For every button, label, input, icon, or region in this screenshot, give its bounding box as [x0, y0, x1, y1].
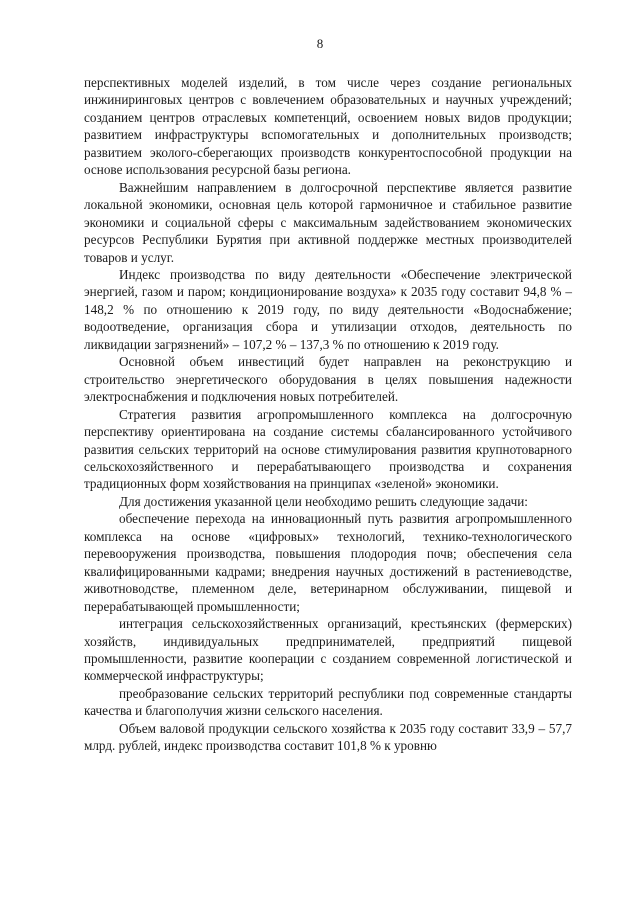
paragraph-2: Важнейшим направлением в долгосрочной перспективе является развитие локальной экономики, основная цель которой гармоничное и стабильное развитие экономики и социальной сферы с максимальным задействованием экономических ресурсов Республики Бурятия при активной поддержке местных производителей товаров и услуг.: [84, 179, 572, 265]
paragraph-3: Индекс производства по виду деятельности «Обеспечение электрической энергией, газом и паром; кондиционирование воздуха» к 2035 году составит 94,8 % – 148,2 % по отношению к 2019 году, по виду деятельности «Водоснабжение; водоотведение, организация сбора и утилизации отходов, деятельность по ликвидации загрязнений» – 107,2 % – 137,3 % по отношению к 2019 году.: [84, 266, 572, 352]
list-item-2: интеграция сельскохозяйственных организаций, крестьянских (фермерских) хозяйств, индивидуальных предпринимателей, предприятий пищевой промышленности, развитие кооперации с созданием современной логистической и коммерческой инфраструктуры;: [84, 616, 572, 684]
paragraph-6: Для достижения указанной цели необходимо решить следующие задачи:: [119, 493, 528, 509]
paragraph-7: Объем валовой продукции сельского хозяйства к 2035 году составит 33,9 – 57,7 млрд. рублей, индекс производства составит 101,8 % к уровню: [84, 720, 572, 754]
body-text: [84, 74, 572, 755]
page-number: 8: [316, 36, 324, 51]
paragraph-4: Основной объем инвестиций будет направлен на реконструкцию и строительство энергетического оборудования в целях повышения надежности электроснабжения и подключения новых потребителей.: [84, 354, 572, 405]
paragraph-5: Стратегия развития агропромышленного комплекса на долгосрочную перспективу ориентирована на создание системы сбалансированного устойчивого развития сельских территорий на основе стимулирования развития крупнотоварного сельскохозяйственного и перерабатывающего производства и сохранения традиционных форм хозяйствования на принципах «зеленой» экономики.: [84, 406, 572, 492]
list-item-1: обеспечение перехода на инновационный путь развития агропромышленного комплекса на основе «цифровых» технологий, технико-технологического перевооружения производства, повышения плодородия почв; обеспечения села квалифицированными кадрами; внедрения научных достижений в растениеводстве, животноводстве, племенном деле, ветеринарном обслуживании, пищевой и перерабатывающей промышленности;: [84, 511, 572, 614]
list-item-3: преобразование сельских территорий республики под современные стандарты качества и благополучия жизни сельского населения.: [84, 685, 572, 719]
paragraph-1: перспективных моделей изделий, в том числе через создание региональных инжиниринговых центров с вовлечением образовательных и научных учреждений; созданием центров отраслевых компетенций, освоением новых видов продукции; развитием инфраструктуры вспомогательных и дополнительных производств; развитием эколого-сберегающих производств конкурентоспособной продукции на основе использования ресурсной базы региона.: [84, 75, 572, 178]
